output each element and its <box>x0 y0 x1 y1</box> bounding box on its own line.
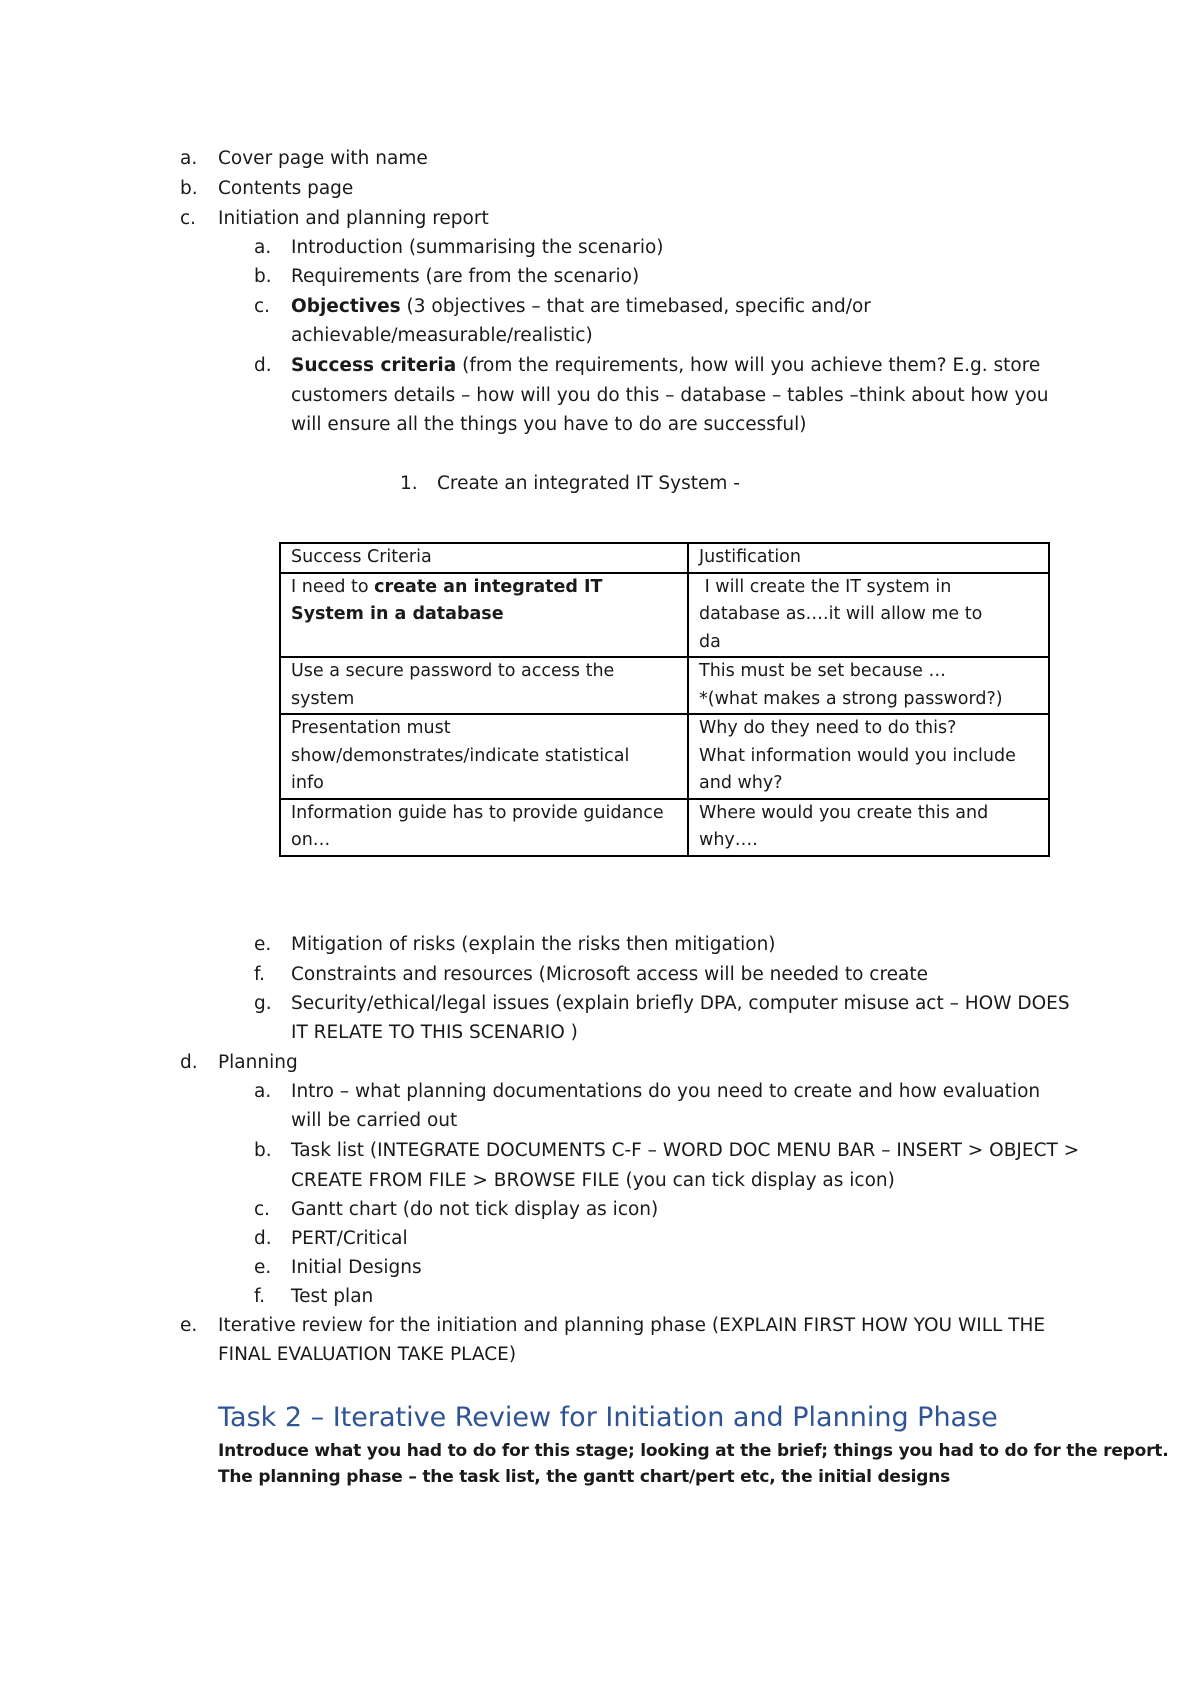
table-row <box>280 573 1049 658</box>
list-marker: g. <box>254 993 272 1014</box>
list-item-pert: PERT/Critical <box>291 1228 408 1249</box>
list-marker: e. <box>254 1257 272 1278</box>
list-marker: d. <box>180 1052 198 1073</box>
cell-line: Use a secure password to access the <box>291 661 615 681</box>
list-item-intro-cont: will be carried out <box>291 1110 458 1131</box>
list-item-task-list: Task list (INTEGRATE DOCUMENTS C-F – WORD DOC MENU BAR – INSERT > OBJECT > <box>291 1140 1080 1161</box>
list-item-initiation-report: Initiation and planning report <box>218 208 489 229</box>
table-row <box>280 799 1049 856</box>
cell-line: What information would you include <box>699 745 1016 766</box>
list-item-success-criteria-cont: will ensure all the things you have to do are successful) <box>291 414 807 435</box>
list-marker: f. <box>254 964 266 985</box>
table-cell <box>688 799 1049 856</box>
list-item-planning: Planning <box>218 1052 298 1073</box>
success-criteria-label: Success criteria <box>291 355 457 376</box>
cell-line: Where would you create this and <box>699 802 989 823</box>
objectives-label: Objectives <box>291 296 401 317</box>
list-marker: b. <box>254 266 272 287</box>
table-row <box>280 657 1049 714</box>
cell-line: Presentation must <box>291 718 451 738</box>
task2-heading: Task 2 – Iterative Review for Initiation and Planning Phase <box>218 1402 998 1433</box>
task2-intro-line: The planning phase – the task list, the gantt chart/pert etc, the initial designs <box>218 1467 951 1487</box>
list-item-task-list-cont: CREATE FROM FILE > BROWSE FILE (you can tick display as icon) <box>291 1170 895 1191</box>
list-marker: d. <box>254 1228 272 1249</box>
list-marker: 1. <box>400 473 418 494</box>
objectives-text: (3 objectives – that are timebased, specific and/or <box>400 296 871 317</box>
numbered-item-integrated-system: Create an integrated IT System - <box>437 473 740 494</box>
table-row <box>280 714 1049 799</box>
cell-line: system <box>291 688 355 709</box>
list-item-constraints: Constraints and resources (Microsoft access will be needed to create <box>291 964 929 985</box>
list-item-gantt: Gantt chart (do not tick display as icon) <box>291 1199 659 1220</box>
list-item-test-plan: Test plan <box>291 1286 374 1307</box>
table-cell <box>280 714 688 799</box>
cell-line: info <box>291 773 324 793</box>
cell-line: database as….it will allow me to <box>699 604 983 624</box>
cell-text: I need to <box>291 576 375 597</box>
list-item-requirements: Requirements (are from the scenario) <box>291 266 640 287</box>
table-cell <box>280 657 688 714</box>
cell-line: Why do they need to do this? <box>699 718 957 738</box>
list-marker: d. <box>254 355 272 376</box>
cell-line: This must be set because … <box>699 661 947 681</box>
list-marker: c. <box>254 296 271 317</box>
cell-line: Information guide has to provide guidance <box>291 802 664 823</box>
list-item-objectives <box>291 292 871 321</box>
list-item-mitigation: Mitigation of risks (explain the risks then mitigation) <box>291 934 776 955</box>
list-marker: c. <box>180 208 197 229</box>
task2-intro-line: Introduce what you had to do for this stage; looking at the brief; things you had to do for the report. <box>218 1441 1169 1461</box>
list-marker: e. <box>180 1315 198 1336</box>
list-item-success-criteria <box>291 351 1040 380</box>
cell-line: and why? <box>699 773 783 793</box>
list-item-success-criteria-cont: customers details – how will you do this – database – tables –think about how you <box>291 385 1049 406</box>
list-item-security-cont: IT RELATE TO THIS SCENARIO ) <box>291 1022 578 1043</box>
success-criteria-text: (from the requirements, how will you achieve them? E.g. store <box>456 355 1041 376</box>
table-cell <box>688 714 1049 799</box>
list-marker: a. <box>180 148 198 169</box>
list-item-contents-page: Contents page <box>218 178 354 199</box>
list-marker: a. <box>254 1081 272 1102</box>
list-item-intro: Intro – what planning documentations do you need to create and how evaluation <box>291 1081 1041 1102</box>
list-marker: f. <box>254 1286 266 1307</box>
list-marker: c. <box>254 1199 271 1220</box>
success-criteria-table <box>279 542 1050 857</box>
table-header-row <box>280 543 1049 573</box>
list-item-iterative-review: Iterative review for the initiation and planning phase (EXPLAIN FIRST HOW YOU WILL THE <box>218 1315 1046 1336</box>
list-item-introduction: Introduction (summarising the scenario) <box>291 237 664 258</box>
list-item-cover-page: Cover page with name <box>218 148 428 169</box>
list-marker: b. <box>254 1140 272 1161</box>
list-item-security: Security/ethical/legal issues (explain briefly DPA, computer misuse act – HOW DOES <box>291 993 1070 1014</box>
cell-line: I will create the IT system in <box>699 576 952 597</box>
list-marker: e. <box>254 934 272 955</box>
table-cell <box>688 573 1049 658</box>
list-marker: b. <box>180 178 198 199</box>
table-header-cell: Justification <box>688 543 1049 573</box>
cell-line: show/demonstrates/indicate statistical <box>291 745 630 766</box>
list-item-initial-designs: Initial Designs <box>291 1257 422 1278</box>
cell-line: *(what makes a strong password?) <box>699 688 1003 709</box>
table-cell <box>280 573 688 658</box>
cell-line: on… <box>291 830 331 850</box>
cell-line: da <box>699 631 721 652</box>
list-marker: a. <box>254 237 272 258</box>
cell-text-bold: create an integrated IT System in a database <box>291 576 603 624</box>
table-header-cell: Success Criteria <box>280 543 688 573</box>
table-cell <box>688 657 1049 714</box>
list-item-objectives-cont: achievable/measurable/realistic) <box>291 325 593 346</box>
cell-line: why…. <box>699 830 758 850</box>
table-cell <box>280 799 688 856</box>
list-item-iterative-review-cont: FINAL EVALUATION TAKE PLACE) <box>218 1344 517 1365</box>
